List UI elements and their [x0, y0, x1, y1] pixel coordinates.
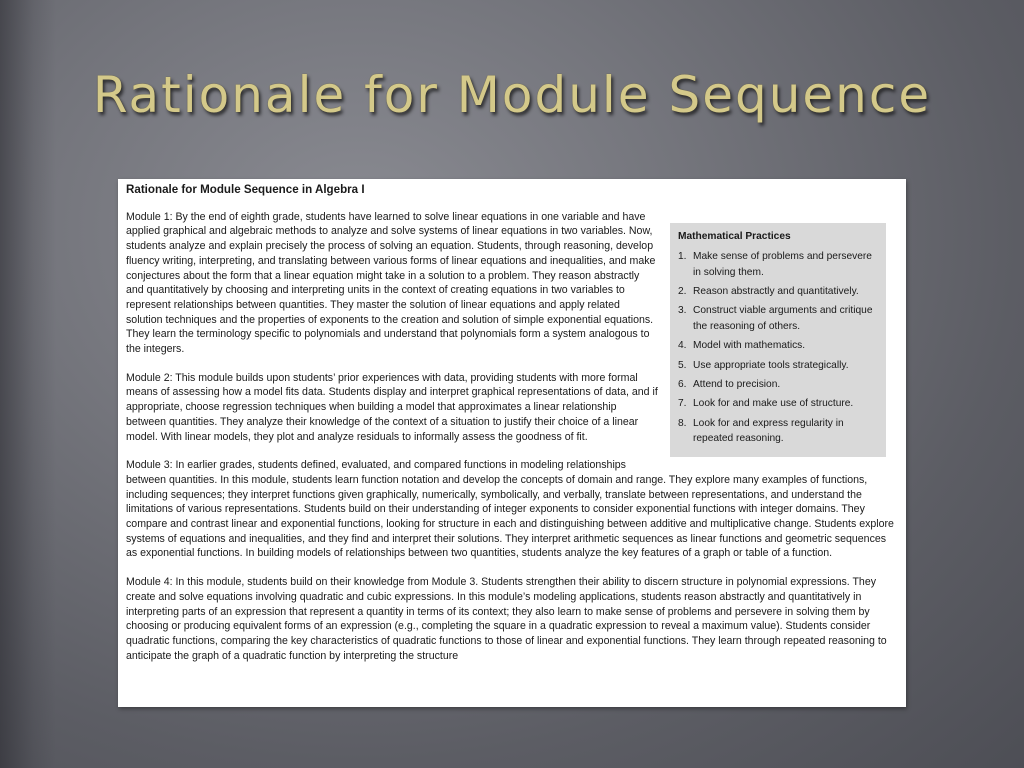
practice-item: [678, 284, 878, 299]
practice-item: [678, 358, 878, 373]
practice-item: [678, 249, 878, 280]
practice-number: 3.: [678, 305, 687, 317]
mathematical-practices-title: Mathematical Practices: [678, 230, 791, 242]
practice-item: [678, 416, 878, 447]
slide-title: Rationale for Module Sequence: [92, 66, 932, 124]
practice-number: 5.: [678, 359, 687, 371]
practice-text: Reason abstractly and quantitatively.: [693, 285, 859, 297]
practice-number: 4.: [678, 340, 687, 352]
mathematical-practices-list: [678, 249, 878, 446]
document-heading: Rationale for Module Sequence in Algebra I: [126, 183, 365, 196]
practice-text: Construct viable arguments and critique the reasoning of others.: [693, 305, 873, 332]
practice-number: 8.: [678, 417, 687, 429]
module-2-paragraph: Module 2: This module builds upon students’ prior experiences with data, providing students with more formal means of assessing how a model fits data. Students display and interpret graphical representations of data, and if appropriate, choose regression techniques when building a model that approximates a linear relationship between quantities. They analyze their knowledge of the context of a situation to justify their choice of a linear model. With linear models, they plot and analyze residuals to informally assess the goodness of fit.: [126, 371, 658, 443]
module-4-paragraph: Module 4: In this module, students build on their knowledge from Module 3. Students strengthen their ability to discern structure in polynomial expressions. They create and solve equations involving quadratic and cubic expressions. In this module’s modeling applications, students reason abstractly and quantitatively in interpreting parts of an expression that represent a quantity in terms of its context; they also learn to make sense of problems and persevere in solving them by choosing or producing equivalent forms of an expression (e.g., completing the square in a quadratic expression to reveal a maximum value). Students consider quadratic functions, comparing the key characteristics of quadratic functions to those of linear and exponential functions. They learn through repeated reasoning to anticipate the graph of a quadratic function by interpreting the structure: [126, 576, 887, 662]
mathematical-practices-box: [670, 223, 886, 457]
practice-number: 7.: [678, 398, 687, 410]
practice-number: 2.: [678, 285, 687, 297]
practice-text: Attend to precision.: [693, 378, 781, 390]
practice-text: Make sense of problems and persevere in solving them.: [693, 251, 872, 278]
practice-item: [678, 338, 878, 353]
practice-text: Use appropriate tools strategically.: [693, 359, 849, 371]
practice-text: Model with mathematics.: [693, 340, 806, 352]
practice-text: Look for and express regularity in repeated reasoning.: [693, 417, 844, 445]
practice-number: 1.: [678, 251, 687, 263]
practice-item: [678, 396, 878, 411]
document-image: [118, 179, 906, 707]
module-1-paragraph: Module 1: By the end of eighth grade, students have learned to solve linear equations in one variable and have applied graphical and algebraic methods to analyze and solve systems of linear equations in two variables. Now, students analyze and explain precisely the process of solving an equation. Students, through reasoning, develop fluency writing, interpreting, and translating between various forms of linear equations and inequalities, and make conjectures about the form that a linear equation might take in a solution to a problem. They reason abstractly and quantitatively by choosing and interpreting units in the context of creating equations in two variables to represent relationships between quantities. They master the solution of linear equations and apply related solution techniques and the properties of exponents to the creation and solution of simple exponential equations. They learn the terminology specific to polynomials and understand that polynomials form a system analogous to the integers.: [126, 210, 656, 356]
document-body: [126, 183, 894, 677]
practice-item: [678, 303, 878, 334]
module-3-paragraph: Module 3: In earlier grades, students defined, evaluated, and compared functions in modeling relationships between quantities. In this module, students learn function notation and develop the concepts of domain and range. They explore many examples of functions, including sequences; they interpret functions given graphically, numerically, symbolically, and verbally, translate between representations, and understand the limitations of various representations. Students build on their understanding of integer exponents to consider exponential functions with integer domains. They compare and contrast linear and exponential functions, looking for structure in each and distinguishing between additive and multiplicative change. Students explore systems of equations and inequalities, and they find and interpret their solutions. They interpret arithmetic sequences as linear functions and geometric sequences as exponential functions. In building models of relationships between two quantities, students analyze the key features of a graph or table of a function.: [126, 459, 894, 560]
practice-number: 6.: [678, 378, 687, 390]
practice-text: Look for and make use of structure.: [693, 398, 854, 410]
practice-item: [678, 377, 878, 392]
